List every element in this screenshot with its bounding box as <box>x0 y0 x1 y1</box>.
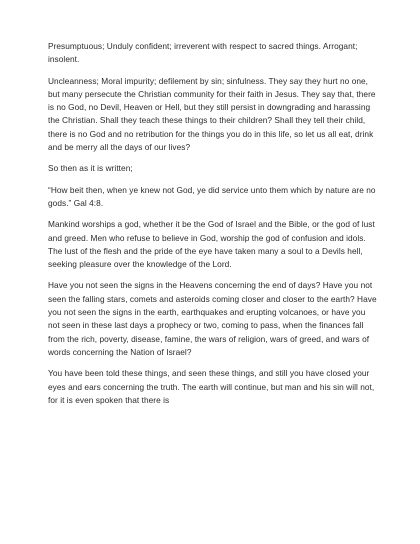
paragraph-mankind-worships: Mankind worships a god, whether it be the God of Israel and the Bible, or the god of lust and greed. Men who refuse to believe in God, worship the god of confusion and idols. The lust of the flesh and the pride of the eye have taken many a soul to a Devils hell, seeking pleasure over the knowledge of the Lord. <box>48 219 375 270</box>
paragraph-uncleanness: Uncleanness; Moral impurity; defilement by sin; sinfulness. They say they hurt no one, but many persecute the Christian community for their faith in Jesus. They say that, there is no God, no Devil, Heaven or Hell, but they still persist in downgrading and harassing the Christian. Shall they teach these things to their children? Shall they tell their child, there is no God and no retribution for the things you do in this life, so let us all eat, drink and be merry all the days of our lives? <box>48 75 376 153</box>
paragraph-scripture-quote: “How beit then, when ye knew not God, ye did service unto them which by nature are no gods.” Gal 4:8. <box>48 184 376 208</box>
paragraph-you-have-been-told: You have been told these things, and seen these things, and still you have closed your eyes and ears concerning the truth. The earth will continue, but man and his sin will not, for it is even spoken that there is <box>48 368 375 405</box>
paragraph-signs-in-heavens: Have you not seen the signs in the Heavens concerning the end of days? Have you not seen the falling stars, comets and asteroids coming closer and closer to the earth? Have you not seen the signs in the earth, earthquakes and erupting volcanoes, or have you not seen in these last days a prophecy or two, coming to pass, when the finances fall from the rich, poverty, disease, famine, the wars of religion, wars of greed, and wars of words concerning the Nation of Israel? <box>48 280 377 357</box>
paragraph-so-then: So then as it is written; <box>48 163 133 174</box>
document-body <box>48 40 378 415</box>
paragraph-definition-presumptuous: Presumptuous; Unduly confident; irreverent with respect to sacred things. Arrogant; insolent. <box>48 41 358 65</box>
